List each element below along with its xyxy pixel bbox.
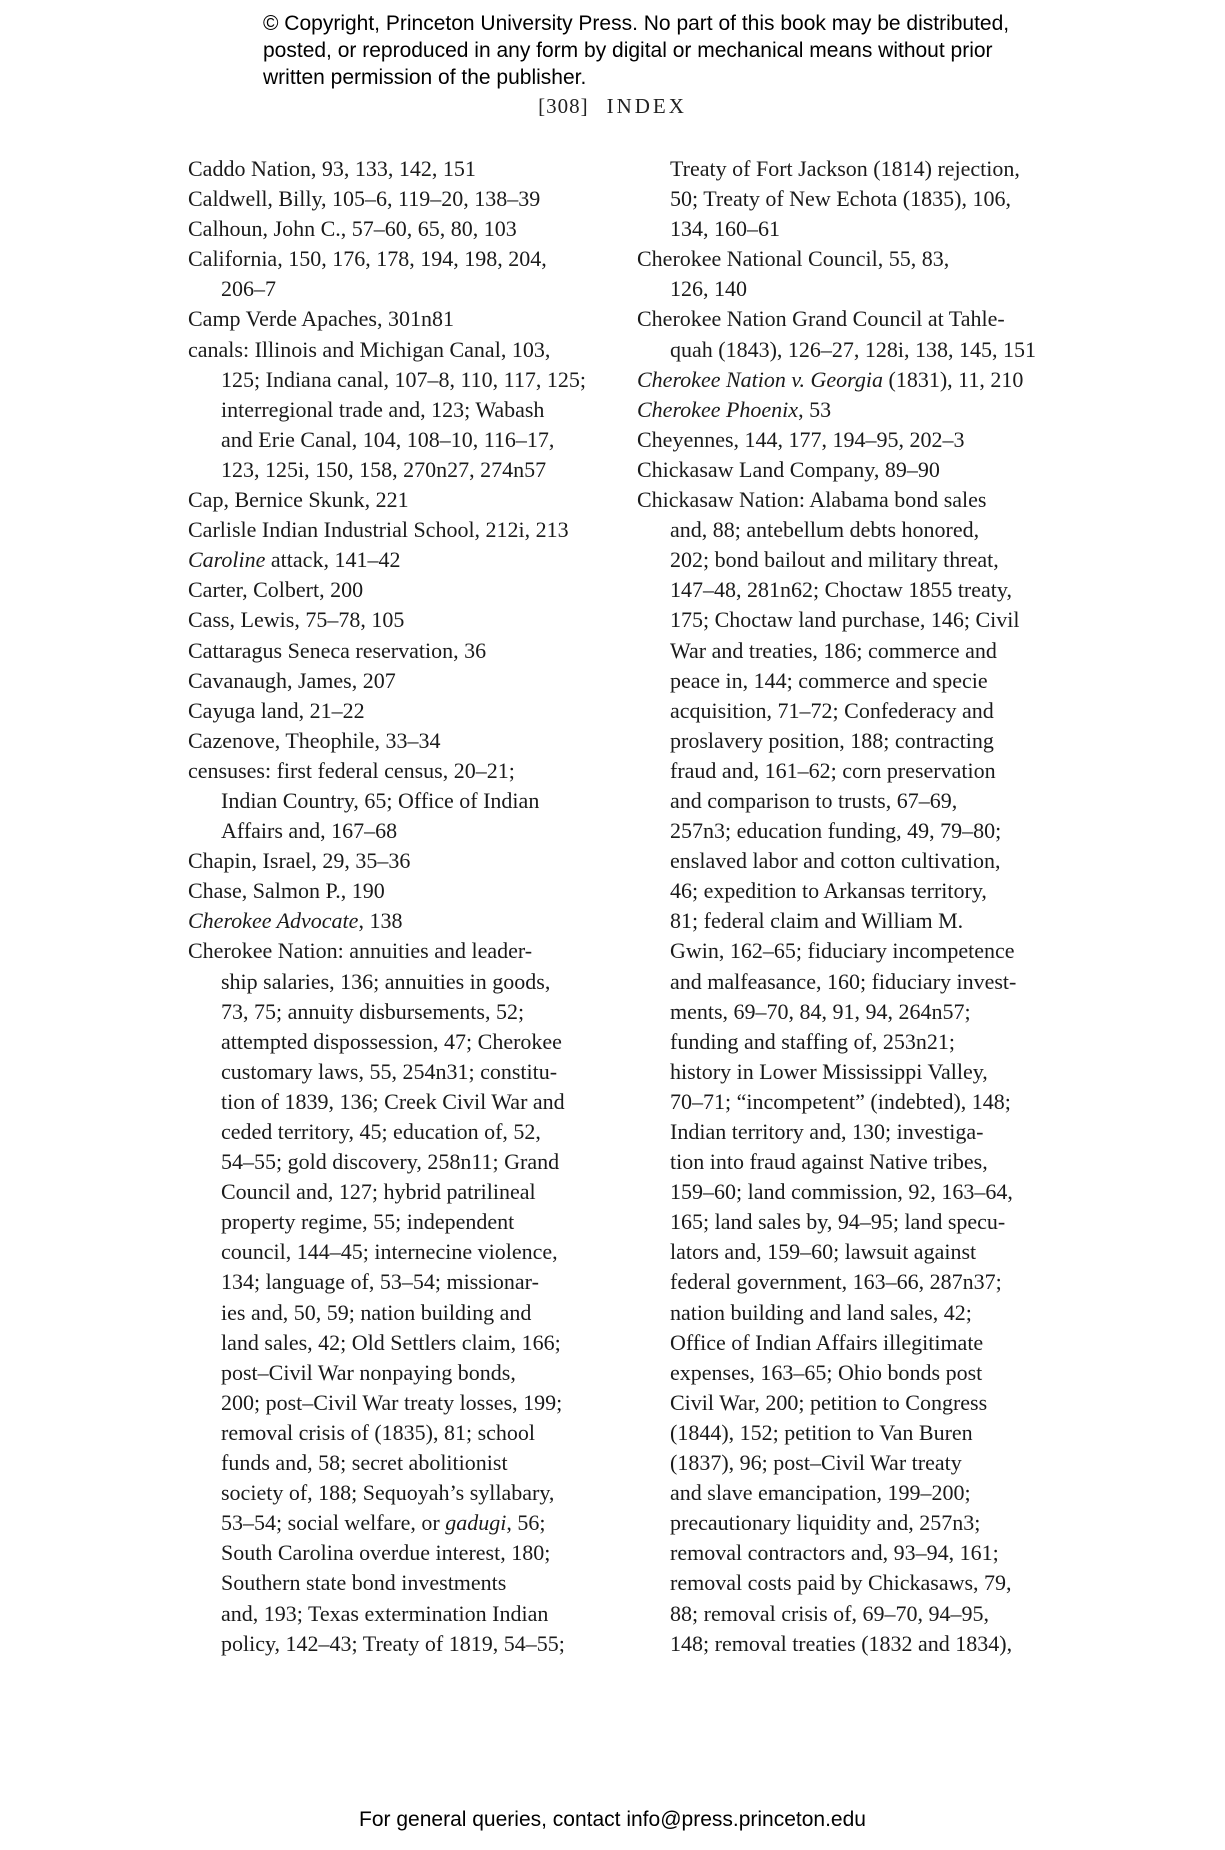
index-entry: Cherokee Nation v. Georgia (1831), 11, 210 <box>637 366 1024 392</box>
index-entry: censuses: first federal census, 20–21; Indian Country, 65; Office of Indian Affairs and, 167–68 <box>188 757 540 844</box>
index-entry: Cass, Lewis, 75–78, 105 <box>188 607 405 633</box>
italic-term: gadugi <box>445 1510 507 1536</box>
index-entry: canals: Illinois and Michigan Canal, 103, 125; Indiana canal, 107–8, 110, 117, 125; interregional trade and, 123; Wabash and Erie Canal, 104, 108–10, 116–17, 123, 125i, 150, 158, 270n27, 274n57 <box>188 336 586 482</box>
index-entry: Caldwell, Billy, 105–6, 119–20, 138–39 <box>188 186 541 212</box>
italic-title: Cherokee Nation v. Georgia <box>637 366 884 392</box>
index-entry: Cherokee Advocate, 138 <box>188 908 403 934</box>
index-entry: Calhoun, John C., 57–60, 65, 80, 103 <box>188 216 517 242</box>
index-entry: Carter, Colbert, 200 <box>188 577 364 603</box>
italic-title: Cherokee Advocate <box>188 908 359 934</box>
index-column-right <box>637 154 1057 1659</box>
index-entry: Cap, Bernice Skunk, 221 <box>188 487 409 513</box>
index-entry: Cazenove, Theophile, 33–34 <box>188 727 441 753</box>
italic-title: Caroline <box>188 547 266 573</box>
index-entry: Cherokee Nation: annuities and leader- ship salaries, 136; annuities in goods, 73, 75; annuity disbursements, 52; attempted dispossession, 47; Cherokee customary laws, 55, 254n31; constitu- tion of 1839, 136; Creek Civil War and ceded territory, 45; education of, 52, 54–55; gold discovery, 258n11; Grand Council and, 127; hybrid patrilineal property regime, 55; independent council, 144–45; internecine violence, 134; language of, 53–54; missionar- ies and, 50, 59; nation building and land sales, 42; Old Settlers claim, 166; post–Civil War nonpaying bonds, 200; post–Civil War treaty losses, 199; removal crisis of (1835), 81; school funds and, 58; secret abolitionist society of, 188; Sequoyah’s syllabary, 53–54; social welfare, or gadugi, 56; South Carolina overdue interest, 180; Southern state bond investments and, 193; Texas extermination Indian policy, 142–43; Treaty of 1819, 54–55; <box>188 938 565 1656</box>
index-entry: Cheyennes, 144, 177, 194–95, 202–3 <box>637 426 965 452</box>
index-entry: Cayuga land, 21–22 <box>188 697 365 723</box>
index-entry: Carlisle Indian Industrial School, 212i, 213 <box>188 517 569 543</box>
index-column-left <box>188 154 603 1659</box>
index-entry: Camp Verde Apaches, 301n81 <box>188 306 454 332</box>
index-entry: Chase, Salmon P., 190 <box>188 878 385 904</box>
index-entry: Chickasaw Nation: Alabama bond sales and, 88; antebellum debts honored, 202; bond bailout and military threat, 147–48, 281n62; Choctaw 1855 treaty, 175; Choctaw land purchase, 146; Civil War and treaties, 186; commerce and peace in, 144; commerce and specie acquisition, 71–72; Confederacy and proslavery position, 188; contracting fraud and, 161–62; corn preservation and comparison to trusts, 67–69, 257n3; education funding, 49, 79–80; enslaved labor and cotton cultivation, 46; expedition to Arkansas territory, 81; federal claim and William M. Gwin, 162–65; fiduciary incompetence and malfeasance, 160; fiduciary invest- ments, 69–70, 84, 91, 94, 264n57; funding and staffing of, 253n21; history in Lower Mississippi Valley, 70–71; “incompetent” (indebted), 148; Indian territory and, 130; investiga- tion into fraud against Native tribes, 159–60; land commission, 92, 163–64, 165; land sales by, 94–95; land specu- lators and, 159–60; lawsuit against federal government, 163–66, 287n37; nation building and land sales, 42; Office of Indian Affairs illegitimate expenses, 163–65; Ohio bonds post Civil War, 200; petition to Congress (1844), 152; petition to Van Buren (1837), 96; post–Civil War treaty and slave emancipation, 199–200; precautionary liquidity and, 257n3; removal contractors and, 93–94, 161; removal costs paid by Chickasaws, 79, 88; removal crisis of, 69–70, 94–95, 148; removal treaties (1832 and 1834), <box>637 487 1020 1656</box>
index-entry: Cavanaugh, James, 207 <box>188 667 396 693</box>
footer-contact: For general queries, contact info@press.princeton.edu <box>359 1808 866 1831</box>
index-entry: Caddo Nation, 93, 133, 142, 151 <box>188 156 476 181</box>
italic-title: Cherokee Phoenix <box>637 396 799 422</box>
section-title: INDEX <box>606 94 687 118</box>
index-entry-continuation: Treaty of Fort Jackson (1814) rejection, 50; Treaty of New Echota (1835), 106, 134, 160–61 <box>670 156 1020 242</box>
index-entry: Cherokee Nation Grand Council at Tahle- quah (1843), 126–27, 128i, 138, 145, 151 <box>637 306 1037 362</box>
index-entry: Chapin, Israel, 29, 35–36 <box>188 848 411 874</box>
index-entry: Caroline attack, 141–42 <box>188 547 401 573</box>
copyright-notice: © Copyright, Princeton University Press. No part of this book may be distributed, posted, or reproduced in any form by digital or mechanical means without prior written permission of the publisher. <box>263 12 1010 89</box>
page-number: [308] <box>538 94 589 118</box>
index-entry: Cattaragus Seneca reservation, 36 <box>188 637 487 663</box>
index-entry: Cherokee National Council, 55, 83, 126, 140 <box>637 246 950 302</box>
index-entry: California, 150, 176, 178, 194, 198, 204, 206–7 <box>188 246 547 302</box>
index-entry: Chickasaw Land Company, 89–90 <box>637 456 940 482</box>
index-entry: Cherokee Phoenix, 53 <box>637 396 832 422</box>
running-head <box>0 94 1225 119</box>
